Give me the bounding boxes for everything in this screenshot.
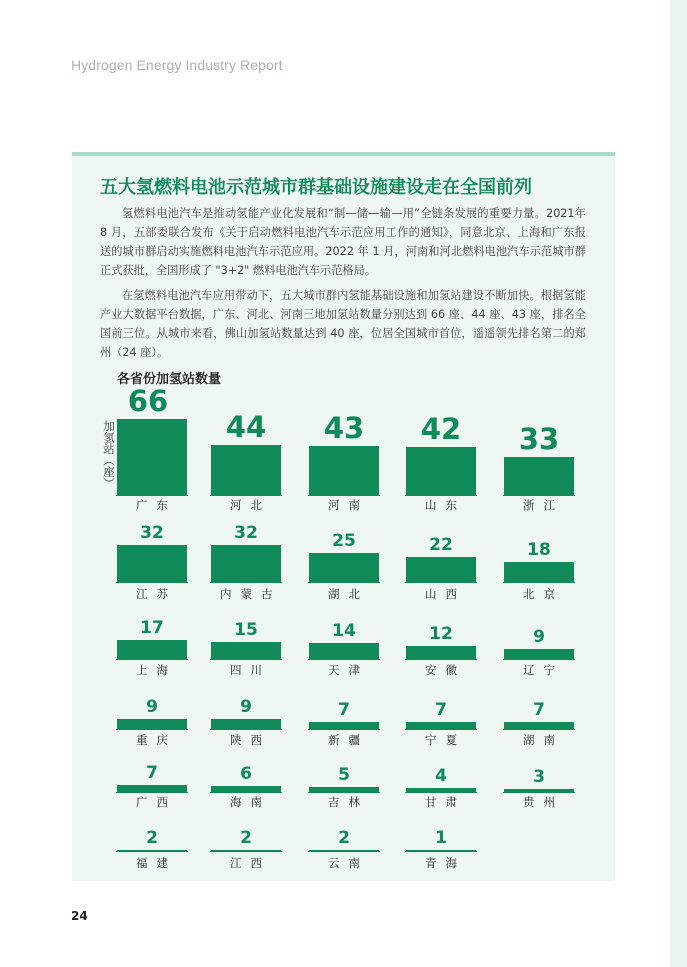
chart-baseline (405, 729, 477, 730)
chart-value-label: 42 (420, 412, 462, 446)
chart-category-label: 河北 (230, 498, 271, 512)
chart-category-label: 新疆 (328, 733, 369, 747)
chart-baseline (405, 582, 477, 583)
chart-value-label: 32 (140, 523, 164, 543)
chart-category-label: 浙江 (523, 498, 564, 512)
chart-bar (117, 545, 187, 583)
chart-category-label: 上海 (136, 663, 177, 677)
chart-category-label: 陕西 (230, 733, 271, 747)
chart-bar (406, 447, 476, 496)
chart-baseline (210, 851, 282, 852)
chart-value-label: 43 (323, 411, 365, 445)
chart-category-label: 内蒙古 (220, 587, 282, 601)
chart-category-label: 辽宁 (523, 663, 564, 677)
chart-value-label: 2 (146, 828, 158, 848)
chart-category-label: 四川 (230, 663, 271, 677)
chart-category-label: 北京 (523, 587, 564, 601)
chart-baseline (308, 495, 380, 496)
chart-baseline (210, 792, 282, 793)
chart-bar (211, 445, 281, 496)
chart-value-label: 32 (234, 523, 258, 543)
chart-baseline (503, 582, 575, 583)
chart-category-label: 吉林 (328, 795, 369, 809)
chart-category-label: 云南 (328, 856, 369, 870)
chart-category-label: 江西 (230, 856, 271, 870)
chart-baseline (308, 729, 380, 730)
chart-value-label: 12 (429, 624, 453, 644)
chart-category-label: 甘肃 (425, 795, 466, 809)
report-header: Hydrogen Energy Industry Report (71, 57, 283, 73)
chart-value-label: 2 (338, 828, 350, 848)
chart-value-label: 33 (518, 422, 560, 456)
chart-baseline (503, 729, 575, 730)
chart-baseline (308, 851, 380, 852)
chart-category-label: 江苏 (136, 587, 177, 601)
chart-baseline (210, 659, 282, 660)
chart-category-label: 贵州 (523, 795, 564, 809)
chart-value-label: 9 (146, 697, 158, 717)
chart-category-label: 广西 (136, 795, 177, 809)
chart-baseline (210, 582, 282, 583)
chart-category-label: 海南 (230, 795, 271, 809)
chart-bar (504, 562, 574, 583)
chart-title: 各省份加氢站数量 (117, 372, 222, 387)
chart-category-label: 宁夏 (425, 733, 466, 747)
chart-value-label: 15 (234, 620, 258, 640)
chart-category-label: 湖南 (523, 733, 564, 747)
chart-bar (504, 457, 574, 496)
chart-value-label: 7 (435, 700, 447, 720)
chart-bar (309, 446, 379, 496)
chart-baseline (405, 792, 477, 793)
chart-baseline (308, 792, 380, 793)
chart-value-label: 4 (435, 766, 447, 786)
chart-value-label: 14 (332, 621, 356, 641)
chart-value-label: 25 (332, 531, 356, 551)
chart-category-label: 重庆 (136, 733, 177, 747)
chart-y-axis-label: 加氢站（座） (102, 420, 116, 489)
chart-bar (406, 557, 476, 583)
chart-category-label: 安徽 (425, 663, 466, 677)
paragraph-1: 氢燃料电池汽车是推动氢能产业化发展和“制—储—输—用”全链条发展的重要力量。2021年 8 月，五部委联合发布《关于启动燃料电池汽车示范应用工作的通知》，同意北京、上海和广东报送的城市群启动实施燃料电池汽车示范应用。2022 年 1 月，河南和河北燃料电池汽车示范城市群正式获批，全国形成了 "3+2" 燃料电池汽车示范格局。 (100, 207, 586, 277)
chart-baseline (116, 582, 188, 583)
chart-bar (211, 545, 281, 583)
chart-value-label: 7 (146, 763, 158, 783)
chart-value-label: 7 (338, 700, 350, 720)
chart-baseline (308, 582, 380, 583)
chart-baseline (116, 659, 188, 660)
chart-baseline (210, 495, 282, 496)
chart-value-label: 66 (127, 384, 169, 418)
chart-bar (117, 640, 187, 660)
chart-value-label: 9 (240, 697, 252, 717)
chart-baseline (405, 851, 477, 852)
chart-baseline (503, 792, 575, 793)
chart-category-label: 青海 (425, 856, 466, 870)
section-title: 五大氢燃料电池示范城市群基础设施建设走在全国前列 (100, 177, 532, 198)
chart-value-label: 17 (140, 618, 164, 638)
chart-value-label: 9 (533, 627, 545, 647)
chart-value-label: 1 (435, 828, 447, 848)
chart-category-label: 山西 (425, 587, 466, 601)
chart-baseline (503, 659, 575, 660)
chart-value-label: 3 (533, 767, 545, 787)
chart-value-label: 22 (429, 535, 453, 555)
chart-value-label: 44 (225, 410, 267, 444)
chart-bar (117, 419, 187, 496)
chart-baseline (116, 792, 188, 793)
chart-category-label: 广东 (136, 498, 177, 512)
chart-category-label: 河南 (328, 498, 369, 512)
chart-baseline (405, 495, 477, 496)
chart-value-label: 6 (240, 764, 252, 784)
chart-baseline (116, 495, 188, 496)
chart-bar (309, 553, 379, 583)
chart-value-label: 2 (240, 828, 252, 848)
chart-category-label: 湖北 (328, 587, 369, 601)
chart-baseline (503, 495, 575, 496)
chart-baseline (210, 729, 282, 730)
chart-category-label: 山东 (425, 498, 466, 512)
chart-bar (309, 643, 379, 660)
chart-baseline (116, 729, 188, 730)
chart-category-label: 福建 (136, 856, 177, 870)
chart-baseline (308, 659, 380, 660)
chart-value-label: 18 (527, 540, 551, 560)
chart-category-label: 天津 (328, 663, 369, 677)
chart-bar (406, 646, 476, 660)
chart-bar (211, 642, 281, 660)
chart-value-label: 5 (338, 765, 350, 785)
chart-baseline (405, 659, 477, 660)
chart-baseline (116, 851, 188, 852)
paragraph-2: 在氢燃料电池汽车应用带动下，五大城市群内氢能基础设施和加氢站建设不断加快。根据氢能产业大数据平台数据，广东、河北、河南三地加氢站数量分别达到 66 座、44 座、43 座，排名全国前三位。从城市来看，佛山加氢站数量达到 40 座，位居全国城市首位，遥遥领先排名第二的郑州（24 座）。 (100, 289, 586, 359)
chart-value-label: 7 (533, 700, 545, 720)
page-number: 24 (71, 909, 88, 923)
